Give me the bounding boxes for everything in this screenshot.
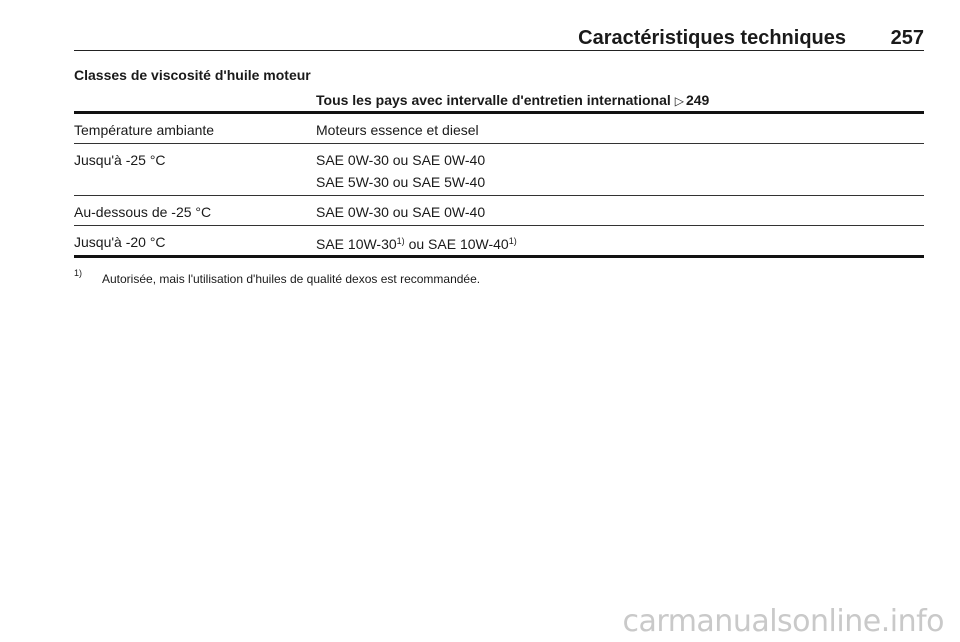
table-row-divider xyxy=(74,225,924,226)
table-caption-text: Tous les pays avec intervalle d'entretien international xyxy=(316,92,671,108)
footnote-ref[interactable]: 1) xyxy=(396,236,405,246)
table-row-divider xyxy=(74,143,924,144)
table-caption xyxy=(316,92,709,109)
table-cell-temp-row1: Jusqu'à -25 °C xyxy=(74,152,166,168)
table-header-temperature: Température ambiante xyxy=(74,122,215,138)
table-cell-temp-row2: Au-dessous de -25 °C xyxy=(74,204,212,220)
oil-grade-a: SAE 10W-30 xyxy=(316,236,397,252)
section-title: Classes de viscosité d'huile moteur xyxy=(74,67,311,83)
table-caption-ref-page[interactable]: 249 xyxy=(685,92,710,108)
page-header xyxy=(74,26,924,51)
oil-grade-b: ou SAE 10W-40 xyxy=(404,236,509,252)
page-number: 257 xyxy=(890,27,924,49)
reference-arrow-icon: ▷ xyxy=(674,94,684,108)
footnote-ref[interactable]: 1) xyxy=(508,236,517,246)
table-cell-oil-row1-line1: SAE 0W-30 ou SAE 0W-40 xyxy=(316,152,486,168)
header-title: Caractéristiques techniques xyxy=(578,27,846,49)
table-cell-oil-row3 xyxy=(316,236,517,252)
footnote-mark: 1) xyxy=(74,268,83,278)
table-bottom-rule xyxy=(74,255,924,258)
table-row-divider xyxy=(74,195,924,196)
footnote-text: Autorisée, mais l'utilisation d'huiles de qualité dexos est recommandée. xyxy=(102,272,481,286)
table-top-rule xyxy=(74,111,924,114)
watermark: carmanualsonline.info xyxy=(622,604,944,639)
table-header-engines: Moteurs essence et diesel xyxy=(316,122,479,138)
table-cell-temp-row3: Jusqu'à -20 °C xyxy=(74,234,166,250)
table-cell-oil-row1-line2: SAE 5W-30 ou SAE 5W-40 xyxy=(316,174,486,190)
table-cell-oil-row2: SAE 0W-30 ou SAE 0W-40 xyxy=(316,204,486,220)
